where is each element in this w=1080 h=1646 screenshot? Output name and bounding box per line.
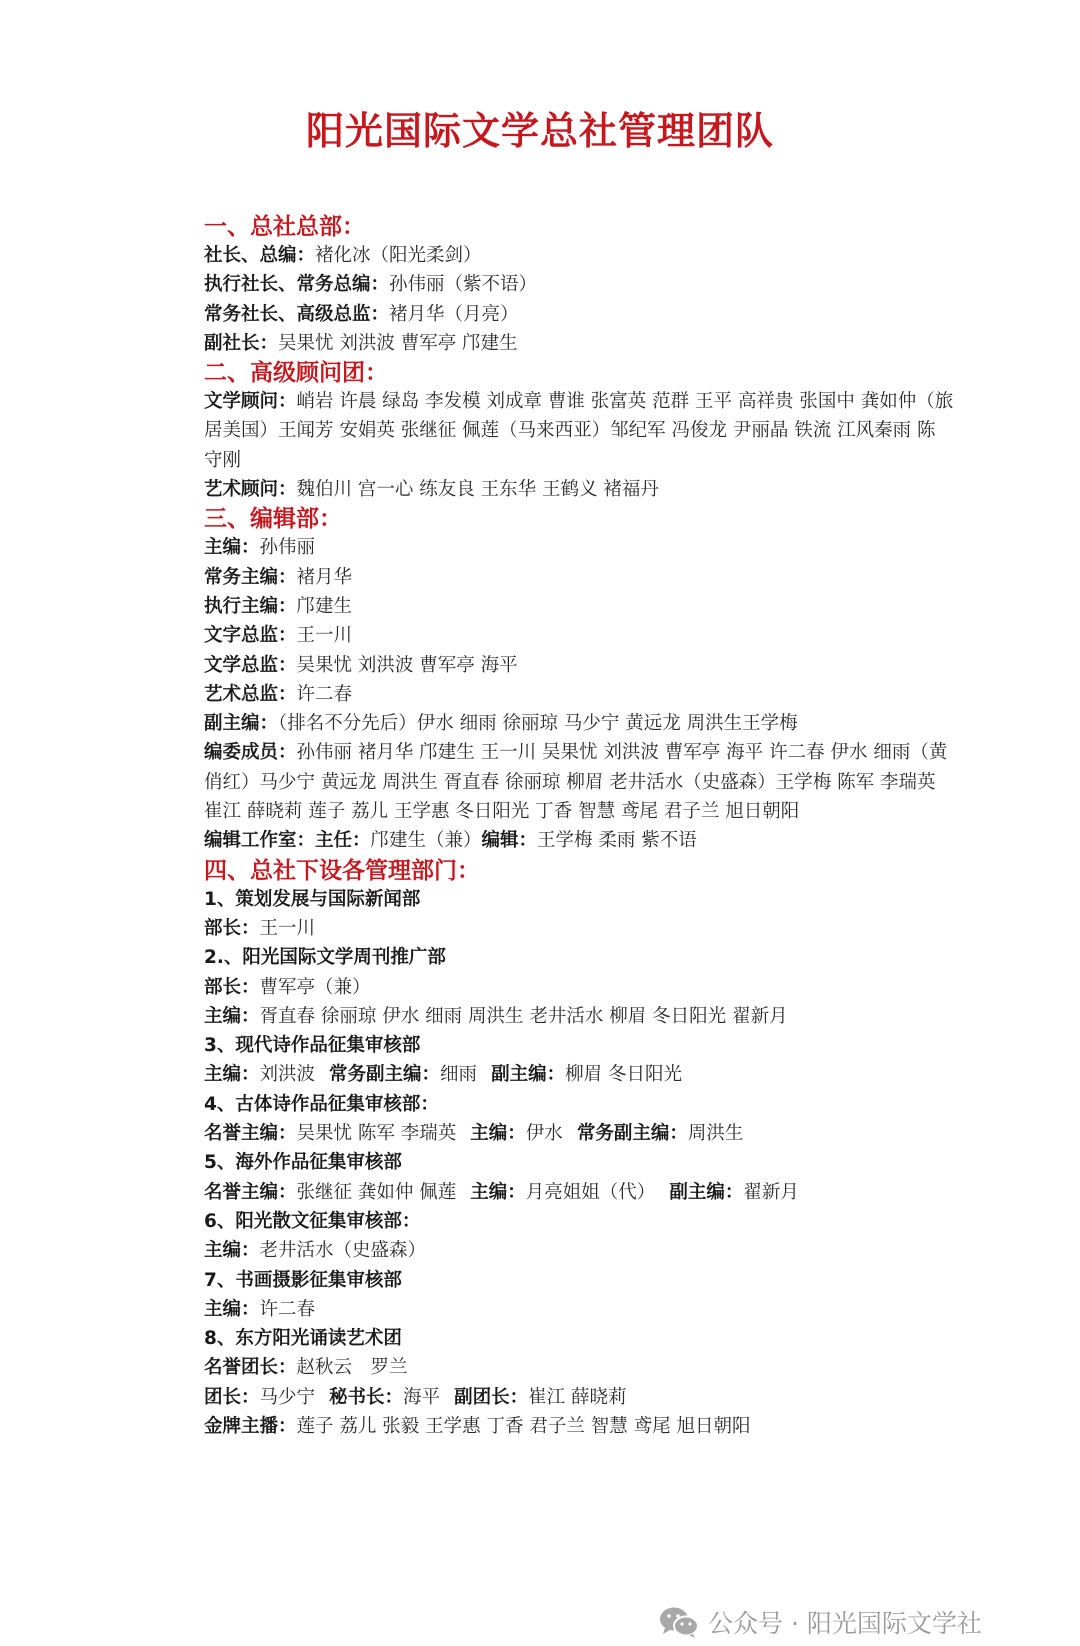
entry-art-director: [204, 680, 954, 709]
entry-value: 褚化冰（阳光柔剑）: [315, 245, 482, 266]
entry-label: 编委成员：: [204, 742, 297, 764]
entry-label: 副主编：: [669, 1181, 744, 1203]
entry-label: 部长：: [204, 976, 260, 998]
entry-value: 吴果忧 刘洪波 曹军亭 海平: [296, 654, 518, 676]
entry-label: 主编：: [470, 1181, 526, 1203]
entry-value: 翟新月: [743, 1181, 799, 1203]
entry-label: 副主编：: [204, 713, 279, 735]
entry-value: 刘洪波: [259, 1064, 316, 1086]
wechat-icon: [658, 1605, 700, 1639]
entry-label: 常务副主编：: [329, 1064, 441, 1086]
entry-label: 社长、总编：: [204, 245, 316, 266]
entry-value: 周洪生: [687, 1123, 744, 1145]
entry-value: 伊水: [525, 1123, 563, 1145]
department-title-classical-poetry: 4、古体诗作品征集审核部：: [204, 1093, 439, 1115]
entry-value: 柳眉 冬日阳光: [565, 1064, 682, 1086]
entry-label: 常务社长、高级总监：: [204, 303, 390, 325]
section-heading-editorial: 三、编辑部：: [204, 505, 342, 533]
entry-value: 马少宁: [259, 1386, 316, 1408]
entry-value: 峭岩 许晨 绿岛 李发模 刘成章 曹谁 张富英 范群 王平 高祥贵 张国中 龚如仲（旅居美国）王闻芳 安娟英 张继征 佩莲（马来西亚）邹纪军 冯俊龙 尹丽晶 铁流 江风秦雨 陈守刚: [204, 391, 954, 471]
entry-label: 副团长：: [454, 1386, 529, 1408]
entry-value: 王学梅 柔雨 紫不语: [537, 830, 697, 852]
entry-value: 老井活水（史盛森）: [259, 1240, 427, 1262]
entry-label: 常务主编：: [204, 566, 297, 588]
entry-label: 艺术顾问：: [204, 479, 297, 501]
entry-editorial-board: [204, 738, 954, 826]
entry-troupe-leaders: [204, 1383, 954, 1412]
department-title-recitation: 8、东方阳光诵读艺术团: [204, 1328, 402, 1350]
entry-label: 秘书长：: [329, 1386, 404, 1408]
entry-value: 吴果忧 刘洪波 曹军亭 邝建生: [278, 332, 518, 354]
document-body: [204, 212, 954, 1441]
entry-label: 副社长：: [204, 332, 279, 354]
entry-value: 赵秋云 罗兰: [296, 1357, 408, 1379]
entry-department-head: [204, 973, 954, 1002]
entry-label: 部长：: [204, 917, 260, 939]
entry-literary-advisors: [204, 387, 954, 475]
entry-managing-editor: [204, 563, 954, 592]
entry-value: 许二春: [296, 683, 353, 705]
page-title: 阳光国际文学总社管理团队: [305, 108, 774, 153]
entry-value: 王一川: [259, 917, 316, 939]
entry-president: [204, 241, 954, 270]
entry-chief-editor: [204, 533, 954, 562]
entry-value: 褚月华（月亮）: [389, 303, 519, 325]
entry-editorial-studio: [204, 826, 954, 855]
section-heading-headquarters: 一、总社总部：: [204, 213, 365, 240]
entry-department-staff: [204, 1060, 954, 1089]
entry-department-editor: [204, 1236, 954, 1265]
footer-text: 公众号 · 阳光国际文学社: [708, 1609, 982, 1638]
entry-label: 文学总监：: [204, 654, 297, 676]
entry-label: 编辑工作室：主任：: [204, 830, 371, 852]
entry-gold-hosts: [204, 1412, 954, 1441]
entry-label: 名誉主编：: [204, 1181, 297, 1203]
entry-label: 文学顾问：: [204, 391, 297, 413]
entry-label: 执行社长、常务总编：: [204, 274, 390, 296]
entry-value: 褚月华: [296, 566, 353, 588]
entry-label: 主编：: [204, 1064, 260, 1086]
entry-label: 艺术总监：: [204, 683, 297, 705]
entry-department-editor: [204, 1295, 954, 1324]
entry-value: 邝建生（兼）: [370, 830, 482, 852]
entry-deputy-editors: [204, 709, 954, 738]
entry-value: 曹军亭（兼）: [259, 976, 371, 998]
watermark-footer: [658, 1604, 982, 1640]
entry-value: 邝建生: [296, 595, 353, 617]
entry-value: 月亮姐姐（代）: [525, 1181, 656, 1203]
entry-value: 孙伟丽 褚月华 邝建生 王一川 吴果忧 刘洪波 曹军亭 海平 许二春 伊水 细雨（黄俏红）马少宁 黄远龙 周洪生 胥直春 徐丽琼 柳眉 老井活水（史盛森）王学梅 陈军 李瑞英 崔江 薛晓莉 莲子 荔儿 王学惠 冬日阳光 丁香 智慧 鸢尾 君子兰 旭日朝阳: [204, 742, 948, 823]
department-title-weekly-promotion: 2.、阳光国际文学周刊推广部: [204, 947, 446, 969]
entry-label: 主编：: [204, 1298, 260, 1320]
entry-value: 崔江 薛晓莉: [528, 1386, 627, 1408]
entry-value: （排名不分先后）伊水 细雨 徐丽琼 马少宁 黄远龙 周洪生王学梅: [278, 713, 798, 735]
entry-label: 团长：: [204, 1386, 260, 1408]
entry-value: 细雨: [440, 1064, 478, 1086]
entry-managing-president: [204, 300, 954, 329]
entry-department-head: [204, 914, 954, 943]
department-title-planning: 1、策划发展与国际新闻部: [204, 888, 421, 910]
section-heading-advisors: 二、高级顾问团：: [204, 359, 388, 387]
entry-label: 金牌主播：: [204, 1415, 297, 1437]
department-title-overseas: 5、海外作品征集审核部: [204, 1152, 402, 1174]
entry-value: 孙伟丽（紫不语）: [389, 274, 538, 296]
entry-value: 许二春: [259, 1298, 316, 1320]
entry-vice-president: [204, 329, 954, 358]
entry-value: 吴果忧 陈军 李瑞英: [296, 1123, 457, 1145]
entry-executive-president: [204, 270, 954, 299]
entry-value: 胥直春 徐丽琼 伊水 细雨 周洪生 老井活水 柳眉 冬日阳光 翟新月: [259, 1005, 788, 1027]
department-title-modern-poetry: 3、现代诗作品征集审核部: [204, 1035, 421, 1057]
entry-art-advisors: [204, 475, 954, 504]
department-title-prose: 6、阳光散文征集审核部：: [204, 1210, 421, 1232]
entry-value: 王一川: [296, 625, 353, 647]
entry-value: 孙伟丽: [259, 537, 316, 559]
entry-label: 编辑：: [481, 830, 538, 852]
entry-honorary-leader: [204, 1353, 954, 1382]
entry-label: 主编：: [470, 1123, 526, 1145]
entry-department-editors: [204, 1002, 954, 1031]
entry-value: 张继征 龚如仲 佩莲: [296, 1181, 457, 1203]
entry-label: 主编：: [204, 1240, 260, 1262]
entry-value: 海平: [403, 1386, 441, 1408]
entry-literary-director: [204, 651, 954, 680]
entry-text-director: [204, 621, 954, 650]
section-heading-departments: 四、总社下设各管理部门：: [204, 856, 480, 884]
entry-label: 主编：: [204, 537, 260, 559]
entry-label: 常务副主编：: [576, 1123, 688, 1145]
department-title-calligraphy-photo: 7、书画摄影征集审核部: [204, 1269, 402, 1291]
entry-value: 魏伯川 宫一心 练友良 王东华 王鹤义 褚福丹: [296, 479, 659, 501]
entry-executive-editor: [204, 592, 954, 621]
entry-department-staff: [204, 1178, 954, 1207]
entry-label: 副主编：: [491, 1064, 566, 1086]
entry-label: 名誉团长：: [204, 1357, 297, 1379]
entry-department-staff: [204, 1119, 954, 1148]
entry-label: 名誉主编：: [204, 1123, 297, 1145]
entry-label: 文字总监：: [204, 625, 297, 647]
entry-label: 主编：: [204, 1005, 260, 1027]
entry-value: 莲子 荔儿 张毅 王学惠 丁香 君子兰 智慧 鸢尾 旭日朝阳: [296, 1415, 751, 1437]
entry-label: 执行主编：: [204, 595, 297, 617]
